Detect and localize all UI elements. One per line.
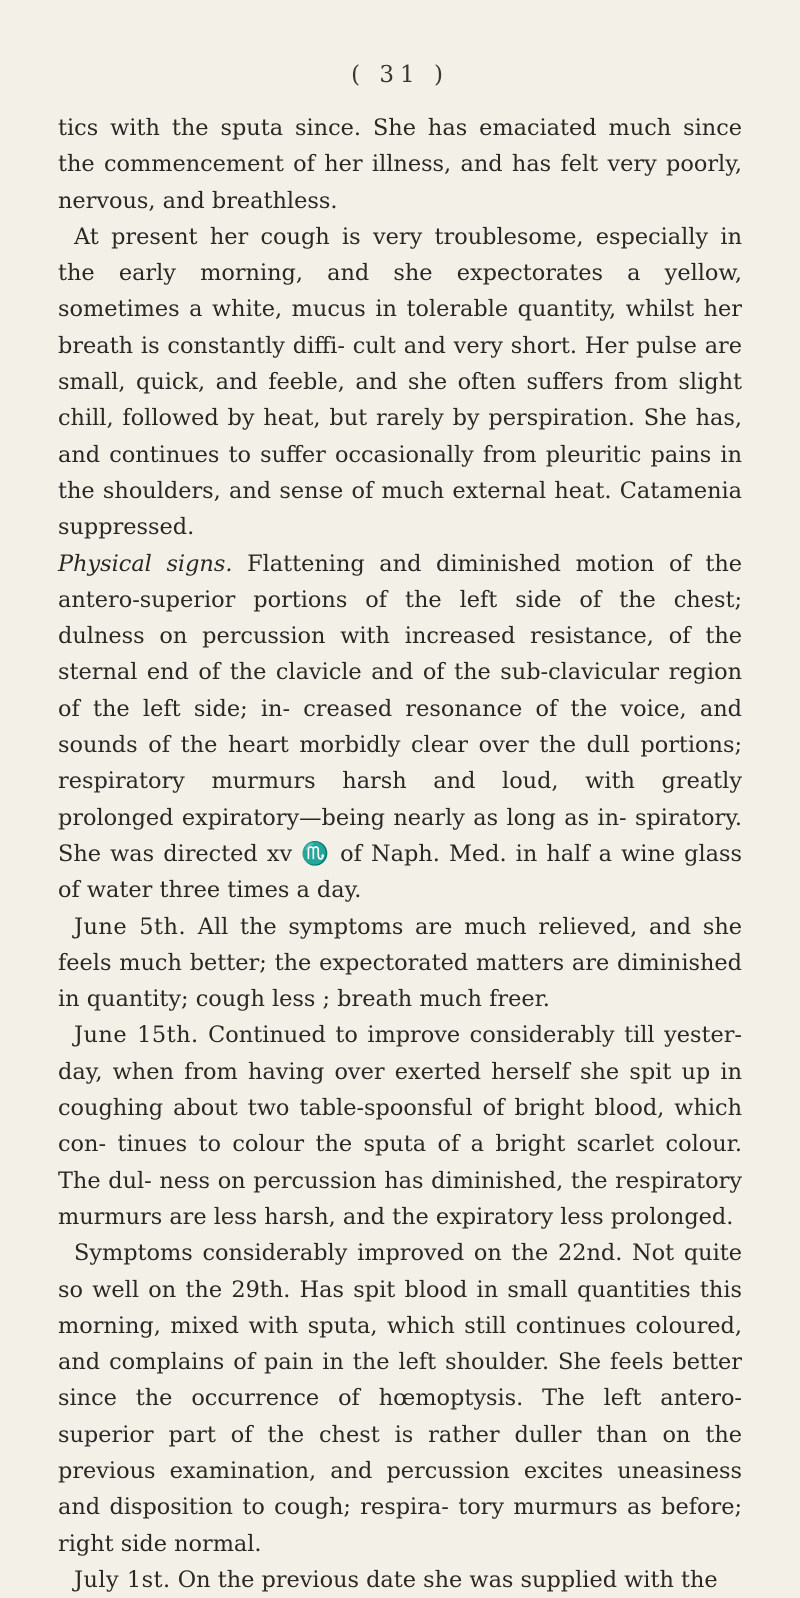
paragraph-june-5 — [58, 909, 742, 1018]
paragraph-text: tics with the sputa since. She has emaciated much since the commencement of her illness, and has felt very poorly, nervous, and breathless. — [58, 115, 742, 214]
paragraph-symptoms-improved — [58, 1235, 742, 1562]
paragraph-physical-signs — [58, 546, 742, 909]
paragraph-text: On the previous date she was supplied with the — [170, 1566, 718, 1593]
paragraph-present-symptoms — [58, 219, 742, 546]
paragraph-text: All the symptoms are much relieved, and she feels much better; the expectorated matters are diminished in quantity; cough less ; breath much freer. — [58, 913, 742, 1013]
paragraph-continuation — [58, 110, 742, 219]
paragraph-june-15 — [58, 1017, 742, 1235]
page-body — [58, 110, 742, 1598]
paragraph-text: Symptoms considerably improved on the 22nd. Not quite so well on the 29th. Has spit blood in small quantities this morning, mixed with sputa, which still continues coloured, and complains of pain in the left shoulder. She feels better since the occurrence of hœmoptysis. The left antero-superior part of the chest is rather duller than on the previous examination, and percussion excites uneasiness and disposition to cough; respira- tory murmurs as before; right side normal. — [58, 1240, 742, 1557]
entry-date: June 5th. — [74, 913, 187, 940]
paragraph-text: Continued to improve considerably till yester- day, when from having over exerted herself she spit up in coughing about two table-spoonsful of bright blood, which con- tinues to colour the sputa of a bright scarlet colour. The dul- ness on percussion has diminished, the respiratory murmurs are less harsh, and the expiratory less prolonged. — [58, 1022, 743, 1230]
entry-date: June 15th. — [74, 1022, 199, 1049]
physical-signs-heading: Physical signs. — [58, 550, 233, 577]
paragraph-text: Flattening and diminished motion of the antero-superior portions of the left side of the chest; dulness on percussion with increased resistance, of the sternal end of the clavicle and of the sub-clavicular region of the left side; in- creased resonance of the voice, and sounds of the heart morbidly clear over the dull portions; respiratory murmurs harsh and loud, with greatly prolonged expiratory—being nearly as long as in- spiratory. She was directed xv ♏ of Naph. Med. in half a wine glass of water three times a day. — [58, 550, 743, 904]
entry-date: July 1st. — [74, 1566, 171, 1593]
page-number: ( 31 ) — [351, 62, 449, 88]
paragraph-july-1 — [58, 1562, 742, 1598]
paragraph-text: At present her cough is very troublesome, especially in the early morning, and she expectorates a yellow, sometimes a white, mucus in tolerable quantity, whilst her breath is constantly diffi- cult and very short. Her pulse are small, quick, and feeble, and she often suffers from slight chill, followed by heat, but rarely by perspiration. She has, and continues to suffer occasionally from pleuritic pains in the shoulders, and sense of much external heat. Catamenia suppressed. — [58, 223, 742, 541]
